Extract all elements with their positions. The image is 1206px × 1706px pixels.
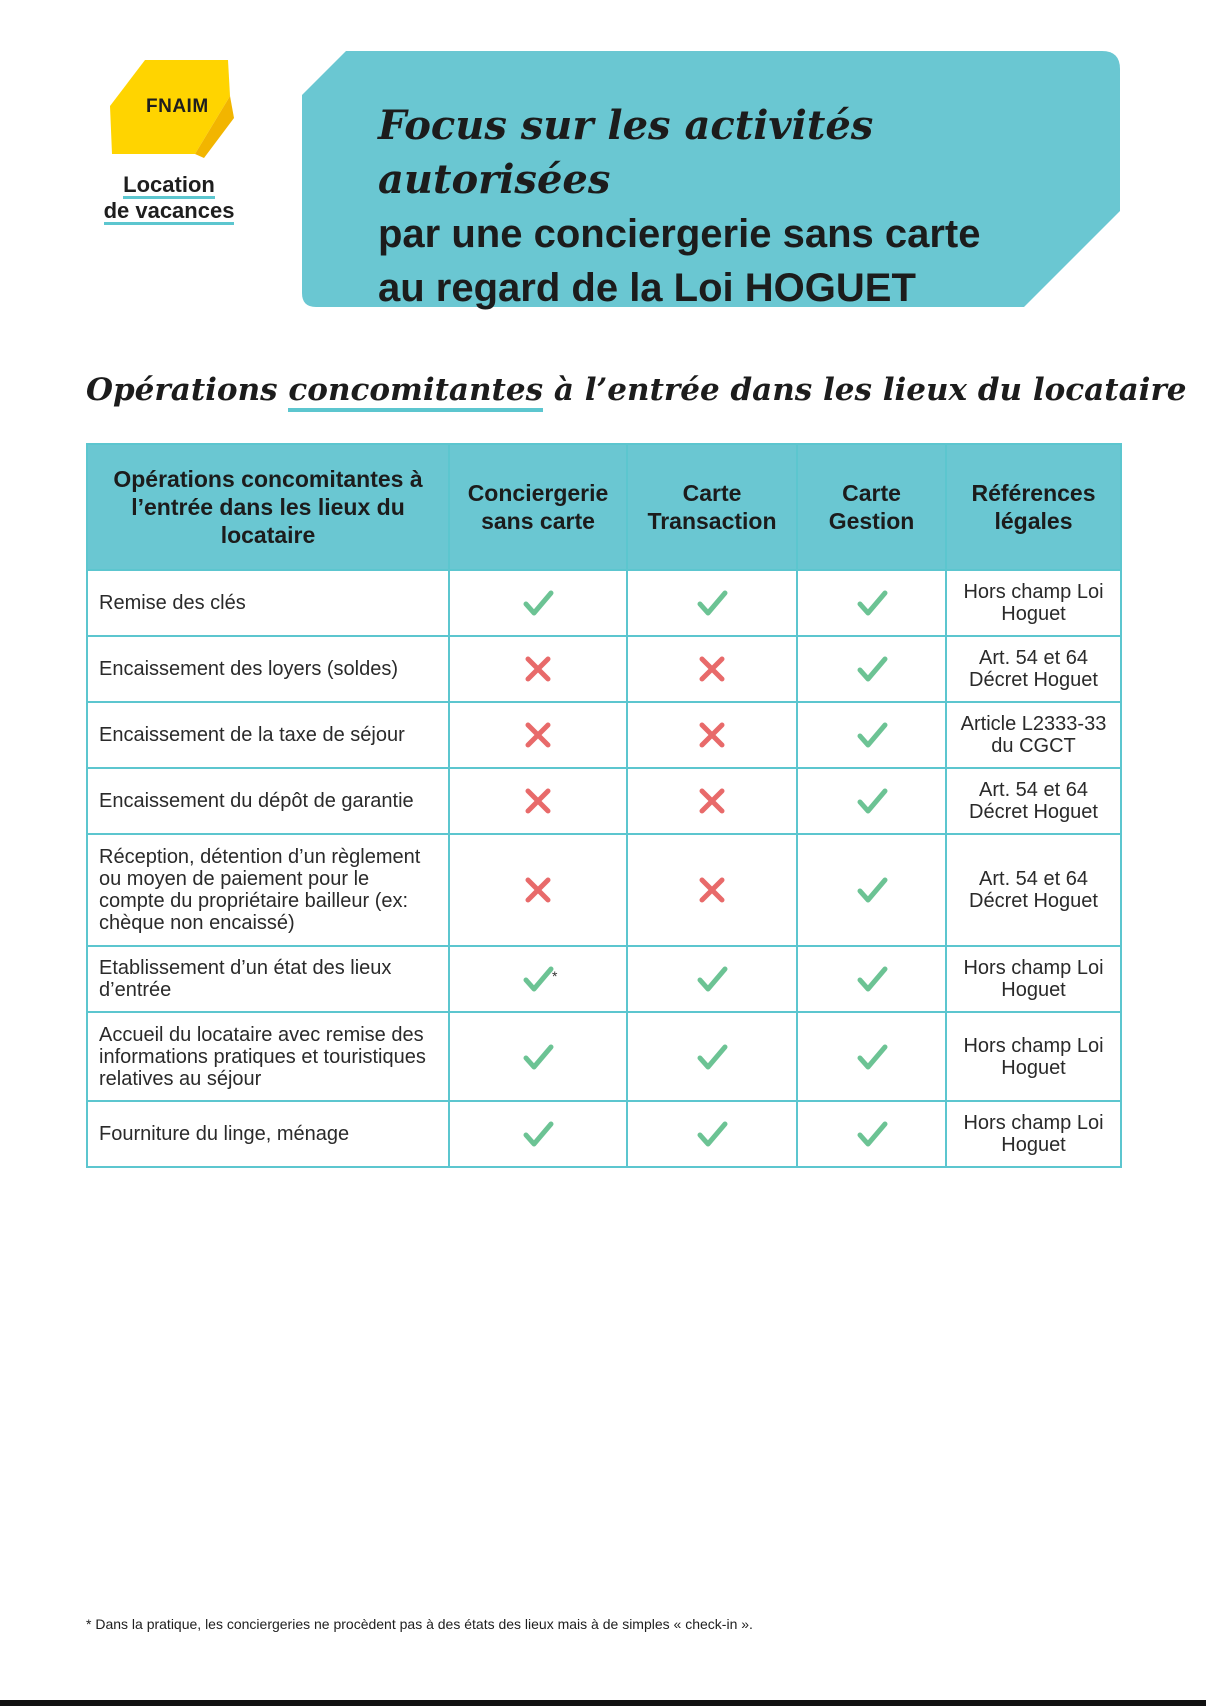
header-operations: Opérations concomitantes à l’entrée dans les lieux du locataire [87,444,449,570]
check-icon [518,583,558,623]
operation-cell: Etablissement d’un état des lieux d’entrée [87,946,449,1012]
table-row [87,570,1121,636]
bottom-rule [0,1700,1206,1706]
section-heading [86,372,1187,408]
check-icon [852,649,892,689]
operation-cell: Fourniture du linge, ménage [87,1101,449,1167]
reference-cell: Art. 54 et 64 Décret Hoguet [946,834,1121,946]
operation-cell: Remise des clés [87,570,449,636]
check-icon [692,1114,732,1154]
cross-icon [692,870,732,910]
gestion-status-cell [797,702,946,768]
check-icon [518,1114,558,1154]
page-title [378,99,1108,315]
gestion-status-cell [797,946,946,1012]
cross-icon [518,781,558,821]
header-conciergerie: Conciergerie sans carte [449,444,627,570]
transaction-status-cell [627,1012,797,1101]
logo-subtitle [94,173,244,225]
gestion-status-cell [797,834,946,946]
transaction-status-cell [627,570,797,636]
gestion-status-cell [797,1012,946,1101]
reference-cell: Art. 54 et 64 Décret Hoguet [946,768,1121,834]
reference-cell: Hors champ Loi Hoguet [946,946,1121,1012]
transaction-status-cell [627,768,797,834]
reference-cell: Article L2333-33 du CGCT [946,702,1121,768]
operation-cell: Encaissement des loyers (soldes) [87,636,449,702]
header-carte-transaction: Carte Transaction [627,444,797,570]
conciergerie-status-cell [449,570,627,636]
table-row [87,946,1121,1012]
section-heading-part3: à l’entrée dans les lieux du locataire [543,372,1187,408]
operation-cell: Encaissement du dépôt de garantie [87,768,449,834]
reference-cell: Hors champ Loi Hoguet [946,1101,1121,1167]
conciergerie-status-cell [449,1101,627,1167]
transaction-status-cell [627,702,797,768]
cross-icon [692,649,732,689]
transaction-status-cell [627,636,797,702]
gestion-status-cell [797,570,946,636]
table-row [87,1101,1121,1167]
cross-icon [692,781,732,821]
conciergerie-status-cell [449,636,627,702]
table-row [87,702,1121,768]
cross-icon [518,649,558,689]
page-title-line1: Focus sur les activités autorisées [378,102,874,203]
check-icon [852,583,892,623]
activities-table [86,443,1122,1168]
table-row [87,768,1121,834]
check-icon [852,959,892,999]
operation-cell: Encaissement de la taxe de séjour [87,702,449,768]
operation-cell: Accueil du locataire avec remise des informations pratiques et touristiques relatives au séjour [87,1012,449,1101]
check-icon [852,1037,892,1077]
gestion-status-cell [797,768,946,834]
check-icon [692,1037,732,1077]
header-carte-gestion: Carte Gestion [797,444,946,570]
gestion-status-cell [797,1101,946,1167]
section-heading-underlined: concomitantes [288,372,543,412]
cross-icon [692,715,732,755]
cross-icon [518,715,558,755]
fnaim-logo [94,56,244,231]
transaction-status-cell [627,834,797,946]
title-banner [302,51,1120,310]
table-header-row [87,444,1121,570]
logo-subtitle-line2: de vacances [103,198,235,223]
check-icon [518,959,558,999]
check-icon [852,1114,892,1154]
check-icon [852,870,892,910]
header-references: Références légales [946,444,1121,570]
transaction-status-cell [627,1101,797,1167]
conciergerie-status-cell [449,834,627,946]
conciergerie-status-cell [449,768,627,834]
conciergerie-status-cell [449,1012,627,1101]
conciergerie-status-cell [449,946,627,1012]
footnote: * Dans la pratique, les conciergeries ne procèdent pas à des états des lieux mais à de simples « check-in ». [86,1616,753,1632]
table-row [87,636,1121,702]
table-row [87,1012,1121,1101]
cross-icon [518,870,558,910]
page-title-line3: au regard de la Loi HOGUET [378,266,916,310]
logo-brand: FNAIM [146,96,209,117]
reference-cell: Hors champ Loi Hoguet [946,570,1121,636]
gestion-status-cell [797,636,946,702]
transaction-status-cell [627,946,797,1012]
check-icon [518,1037,558,1077]
check-icon [852,715,892,755]
page-title-line2: par une conciergerie sans carte [378,212,981,256]
operation-cell: Réception, détention d’un règlement ou moyen de paiement pour le compte du propriétaire bailleur (ex: chèque non encaissé) [87,834,449,946]
section-heading-part1: Opérations [86,372,289,408]
check-icon [692,959,732,999]
footnote-marker: * [552,968,558,984]
check-icon [852,781,892,821]
reference-cell: Hors champ Loi Hoguet [946,1012,1121,1101]
reference-cell: Art. 54 et 64 Décret Hoguet [946,636,1121,702]
conciergerie-status-cell [449,702,627,768]
check-icon [692,583,732,623]
table-row [87,834,1121,946]
logo-subtitle-line1: Location [123,172,215,197]
